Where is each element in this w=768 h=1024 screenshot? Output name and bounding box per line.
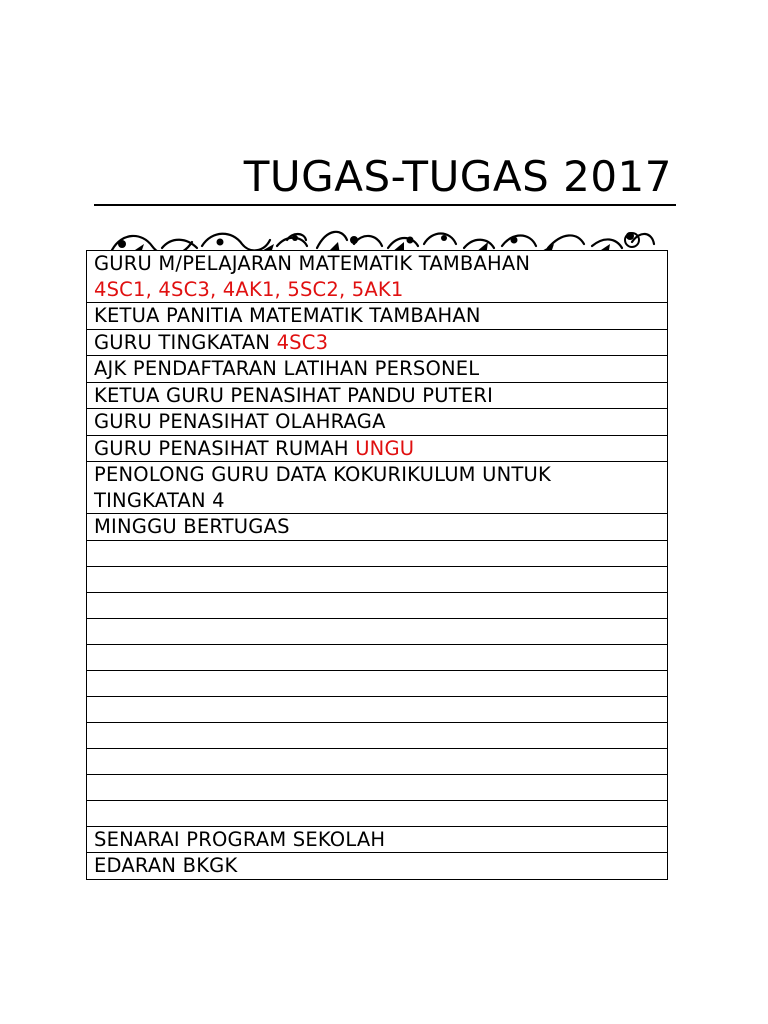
table-row: [87, 435, 668, 462]
task-cell: [87, 409, 668, 436]
task-text: AJK PENDAFTARAN LATIHAN PERSONEL: [94, 357, 480, 380]
task-text: GURU TINGKATAN: [94, 330, 277, 354]
task-text: GURU PENASIHAT RUMAH: [94, 436, 356, 460]
table-row: [87, 566, 668, 592]
task-cell: [87, 329, 668, 356]
table-row: [87, 514, 668, 541]
task-text-continued: TINGKATAN 4: [94, 488, 225, 512]
task-cell: [87, 514, 668, 541]
table-row: [87, 592, 668, 618]
task-cell: [87, 800, 668, 826]
table-row: [87, 251, 668, 303]
task-text: EDARAN BKGK: [94, 854, 238, 877]
task-cell: [87, 356, 668, 383]
task-cell: [87, 826, 668, 853]
task-table: [86, 250, 668, 880]
table-row: [87, 303, 668, 330]
table-row: [87, 462, 668, 514]
task-cell: [87, 853, 668, 880]
table-row: [87, 356, 668, 383]
task-highlight: 4SC3: [276, 330, 329, 354]
task-cell: [87, 251, 668, 303]
task-cell: [87, 748, 668, 774]
table-row: [87, 748, 668, 774]
table-row: [87, 618, 668, 644]
table-row: [87, 382, 668, 409]
task-cell: [87, 462, 668, 514]
task-text: PENOLONG GURU DATA KOKURIKULUM UNTUK: [94, 463, 551, 486]
task-text: GURU PENASIHAT OLAHRAGA: [94, 410, 386, 433]
table-row: [87, 722, 668, 748]
task-text: KETUA GURU PENASIHAT PANDU PUTERI: [94, 383, 494, 407]
task-cell: [87, 618, 668, 644]
task-cell: [87, 435, 668, 462]
task-text: MINGGU BERTUGAS: [94, 515, 290, 538]
task-cell: [87, 774, 668, 800]
table-row: [87, 540, 668, 566]
table-row: [87, 644, 668, 670]
table-row: [87, 774, 668, 800]
task-text: GURU M/PELAJARAN MATEMATIK TAMBAHAN: [94, 252, 531, 275]
task-highlight: UNGU: [355, 436, 415, 460]
task-cell: [87, 722, 668, 748]
table-row: [87, 853, 668, 880]
task-text: KETUA PANITIA MATEMATIK TAMBAHAN: [94, 304, 481, 327]
class-list-highlight: 4SC1, 4SC3, 4AK1, 5SC2, 5AK1: [94, 277, 404, 301]
table-row: [87, 409, 668, 436]
task-cell: [87, 644, 668, 670]
table-row: [87, 670, 668, 696]
task-cell: [87, 592, 668, 618]
task-cell: [87, 382, 668, 409]
table-row: [87, 800, 668, 826]
table-row: [87, 329, 668, 356]
document-title: [94, 150, 676, 206]
task-cell: [87, 540, 668, 566]
table-row: [87, 696, 668, 722]
task-cell: [87, 566, 668, 592]
task-cell: [87, 670, 668, 696]
table-row: [87, 826, 668, 853]
task-text: SENARAI PROGRAM SEKOLAH: [94, 827, 386, 851]
task-cell: [87, 696, 668, 722]
task-cell: [87, 303, 668, 330]
title-text: TUGAS-TUGAS 2017: [243, 152, 672, 201]
